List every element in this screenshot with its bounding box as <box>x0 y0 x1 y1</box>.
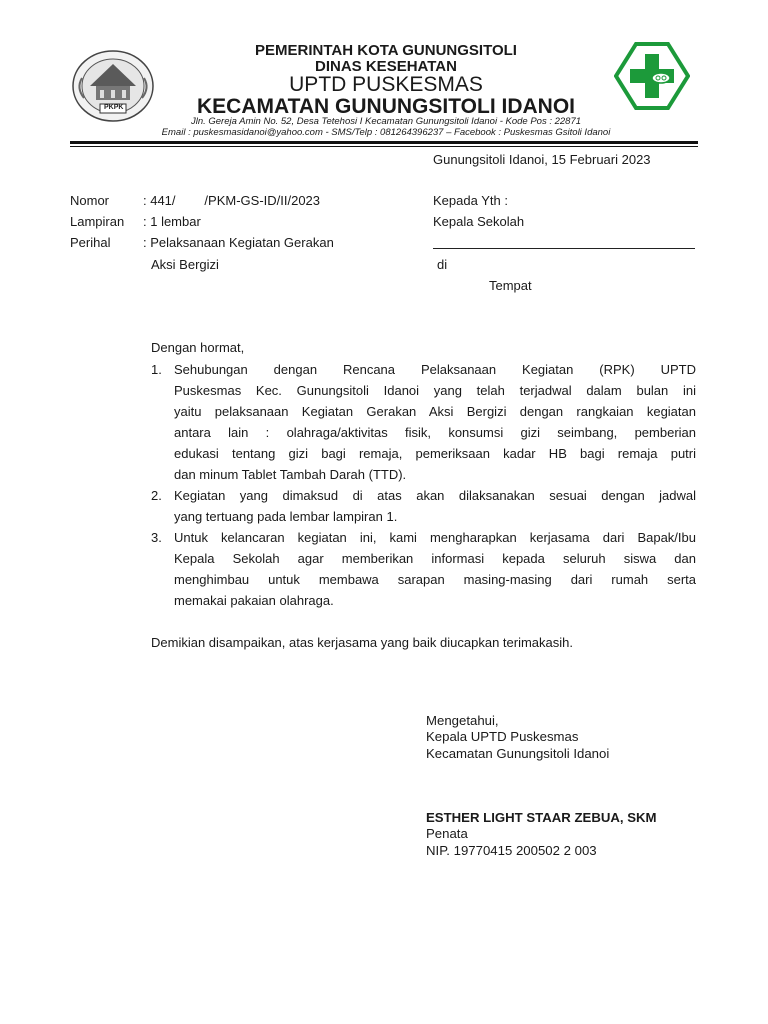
signature-line-2: Kepala UPTD Puskesmas <box>426 729 579 744</box>
item-1-number: 1. <box>151 362 162 377</box>
letterhead-line-4: KECAMATAN GUNUNGSITOLI IDANOI <box>197 95 575 118</box>
recipient-tempat: Tempat <box>489 278 532 293</box>
letterhead-line-2: DINAS KESEHATAN <box>315 58 457 75</box>
letterhead-rule-thick <box>70 141 698 144</box>
letterhead-contact: Email : puskesmasidanoi@yahoo.com - SMS/Telp : 081264396237 – Facebook : Puskesmas Gsitoli Idanoi <box>161 127 611 138</box>
item-3-line: menghimbau untuk membawa sarapan masing-masing dari rumah serta <box>174 572 696 587</box>
item-1-line: yaitu pelaksanaan Kegiatan Gerakan Aksi Bergizi dengan rangkaian kegiatan <box>174 404 696 419</box>
puskesmas-cross-icon <box>614 42 690 110</box>
item-1-line: Puskesmas Kec. Gunungsitoli Idanoi yang telah terjadwal dalam bulan ini <box>174 383 696 398</box>
item-2-line: Kegiatan yang dimaksud di atas akan dilaksanakan sesuai dengan jadwal <box>174 488 696 503</box>
lampiran-value: : 1 lembar <box>143 214 201 229</box>
city-seal-icon <box>70 48 156 124</box>
item-1-line: edukasi tentang gizi bagi remaja, pemeriksaan kadar HB bagi remaja putri <box>174 446 696 461</box>
perihal-value: : Pelaksanaan Kegiatan Gerakan <box>143 235 334 250</box>
item-1-line: Sehubungan dengan Rencana Pelaksanaan Kegiatan (RPK) UPTD <box>174 362 696 377</box>
letterhead-line-1: PEMERINTAH KOTA GUNUNGSITOLI <box>255 42 517 59</box>
item-3-line: Untuk kelancaran kegiatan ini, kami mengharapkan kerjasama dari Bapak/Ibu <box>174 530 696 545</box>
closing-sentence: Demikian disampaikan, atas kerjasama yang baik diucapkan terimakasih. <box>151 635 573 650</box>
perihal-value-cont: Aksi Bergizi <box>151 257 219 272</box>
item-1-line: dan minum Tablet Tambah Darah (TTD). <box>174 467 407 482</box>
letterhead-address: Jln. Gereja Amin No. 52, Desa Tetehosi I Kecamatan Gunungsitoli Idanoi - Kode Pos : 22871 <box>190 116 582 127</box>
signatory-rank: Penata <box>426 826 468 841</box>
item-3-number: 3. <box>151 530 162 545</box>
signature-line-3: Kecamatan Gunungsitoli Idanoi <box>426 746 610 761</box>
nomor-value: : 441/ /PKM-GS-ID/II/2023 <box>143 193 321 208</box>
signatory-nip: NIP. 19770415 200502 2 003 <box>426 843 597 858</box>
signatory-name: ESTHER LIGHT STAAR ZEBUA, SKM <box>426 810 657 825</box>
letter-date: Gunungsitoli Idanoi, 15 Februari 2023 <box>433 152 651 167</box>
recipient-line-2: Kepala Sekolah <box>433 214 525 229</box>
greeting: Dengan hormat, <box>151 340 245 355</box>
item-3-line: memakai pakaian olahraga. <box>174 593 334 608</box>
item-1-line: antara lain : olahraga/aktivitas fisik, konsumsi gizi seimbang, pemberian <box>174 425 696 440</box>
item-2-number: 2. <box>151 488 162 503</box>
letterhead-line-3: UPTD PUSKESMAS <box>289 73 483 96</box>
perihal-label: Perihal <box>70 235 111 250</box>
item-2-line: yang tertuang pada lembar lampiran 1. <box>174 509 398 524</box>
seal-text: PKPK <box>104 104 124 111</box>
recipient-underline <box>433 248 695 249</box>
recipient-line-1: Kepada Yth : <box>433 193 508 208</box>
nomor-label: Nomor <box>70 193 110 208</box>
recipient-di: di <box>437 257 448 272</box>
lampiran-label: Lampiran <box>70 214 125 229</box>
letterhead-rule-thin <box>70 146 698 147</box>
signature-line-1: Mengetahui, <box>426 713 499 728</box>
item-3-line: Kepala Sekolah agar memberikan informasi kepada seluruh siswa dan <box>174 551 696 566</box>
